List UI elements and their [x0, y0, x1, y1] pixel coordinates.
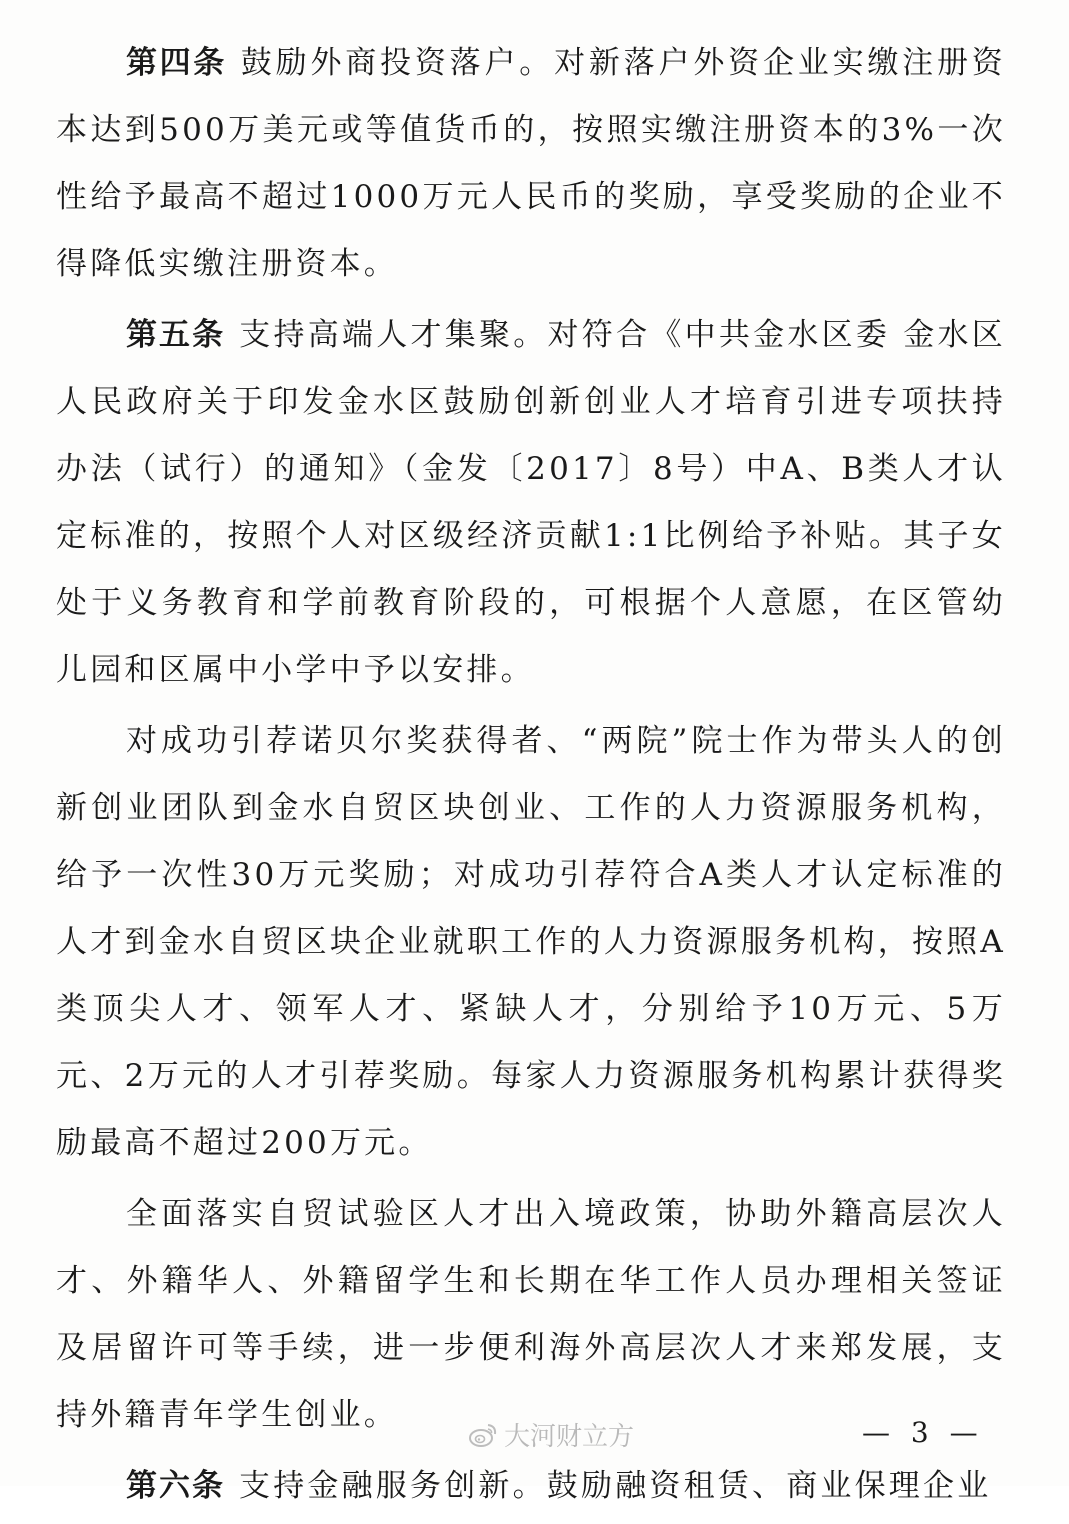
article-4-heading: 第四条 — [126, 45, 227, 81]
watermark-text: 大河财立方 — [504, 1422, 635, 1452]
article-4-text: 鼓励外商投资落户。对新落户外资企业实缴注册资本达到500万美元或等值货币的，按照实缴注册资本的3%一次性给予最高不超过1000万元人民币的奖励，享受奖励的企业不得降低实缴注册资本。 — [56, 45, 1006, 282]
article-5-heading: 第五条 — [126, 317, 226, 353]
article-4 — [56, 30, 1006, 298]
entry-exit-text: 全面落实自贸试验区人才出入境政策，协助外籍高层次人才、外籍华人、外籍留学生和长期在华工作人员办理相关签证及居留许可等手续，进一步便利海外高层次人才来郑发展，支持外籍青年学生创业。 — [56, 1196, 1006, 1433]
article-5-text: 支持高端人才集聚。对符合《中共金水区委 金水区人民政府关于印发金水区鼓励创新创业人才培育引进专项扶持办法（试行）的通知》（金发〔2017〕8号）中A、B类人才认定标准的，按照个人对区级经济贡献1:1比例给予补贴。其子女处于义务教育和学前教育阶段的，可根据个人意愿，在区管幼儿园和区属中小学中予以安排。 — [56, 317, 1007, 688]
article-6 — [56, 1453, 1006, 1520]
article-5-talent-referral — [56, 708, 1006, 1177]
article-6-heading: 第六条 — [126, 1468, 225, 1504]
article-5 — [56, 302, 1006, 704]
document-body — [56, 30, 1006, 1524]
weibo-icon — [468, 1422, 498, 1448]
watermark — [468, 1416, 634, 1453]
article-6-text: 支持金融服务创新。鼓励融资租赁、商业保理企业 — [239, 1468, 992, 1504]
page-number: — 3 — — [862, 1416, 984, 1449]
talent-referral-text: 对成功引荐诺贝尔奖获得者、“两院”院士作为带头人的创新创业团队到金水自贸区块创业、工作的人力资源服务机构，给予一次性30万元奖励；对成功引荐符合A类人才认定标准的人才到金水自贸区块企业就职工作的人力资源服务机构，按照A类顶尖人才、领军人才、紧缺人才，分别给予10万元、5万元、2万元的人才引荐奖励。每家人力资源服务机构累计获得奖励最高不超过200万元。 — [56, 723, 1006, 1161]
article-5-entry-exit — [56, 1181, 1006, 1449]
